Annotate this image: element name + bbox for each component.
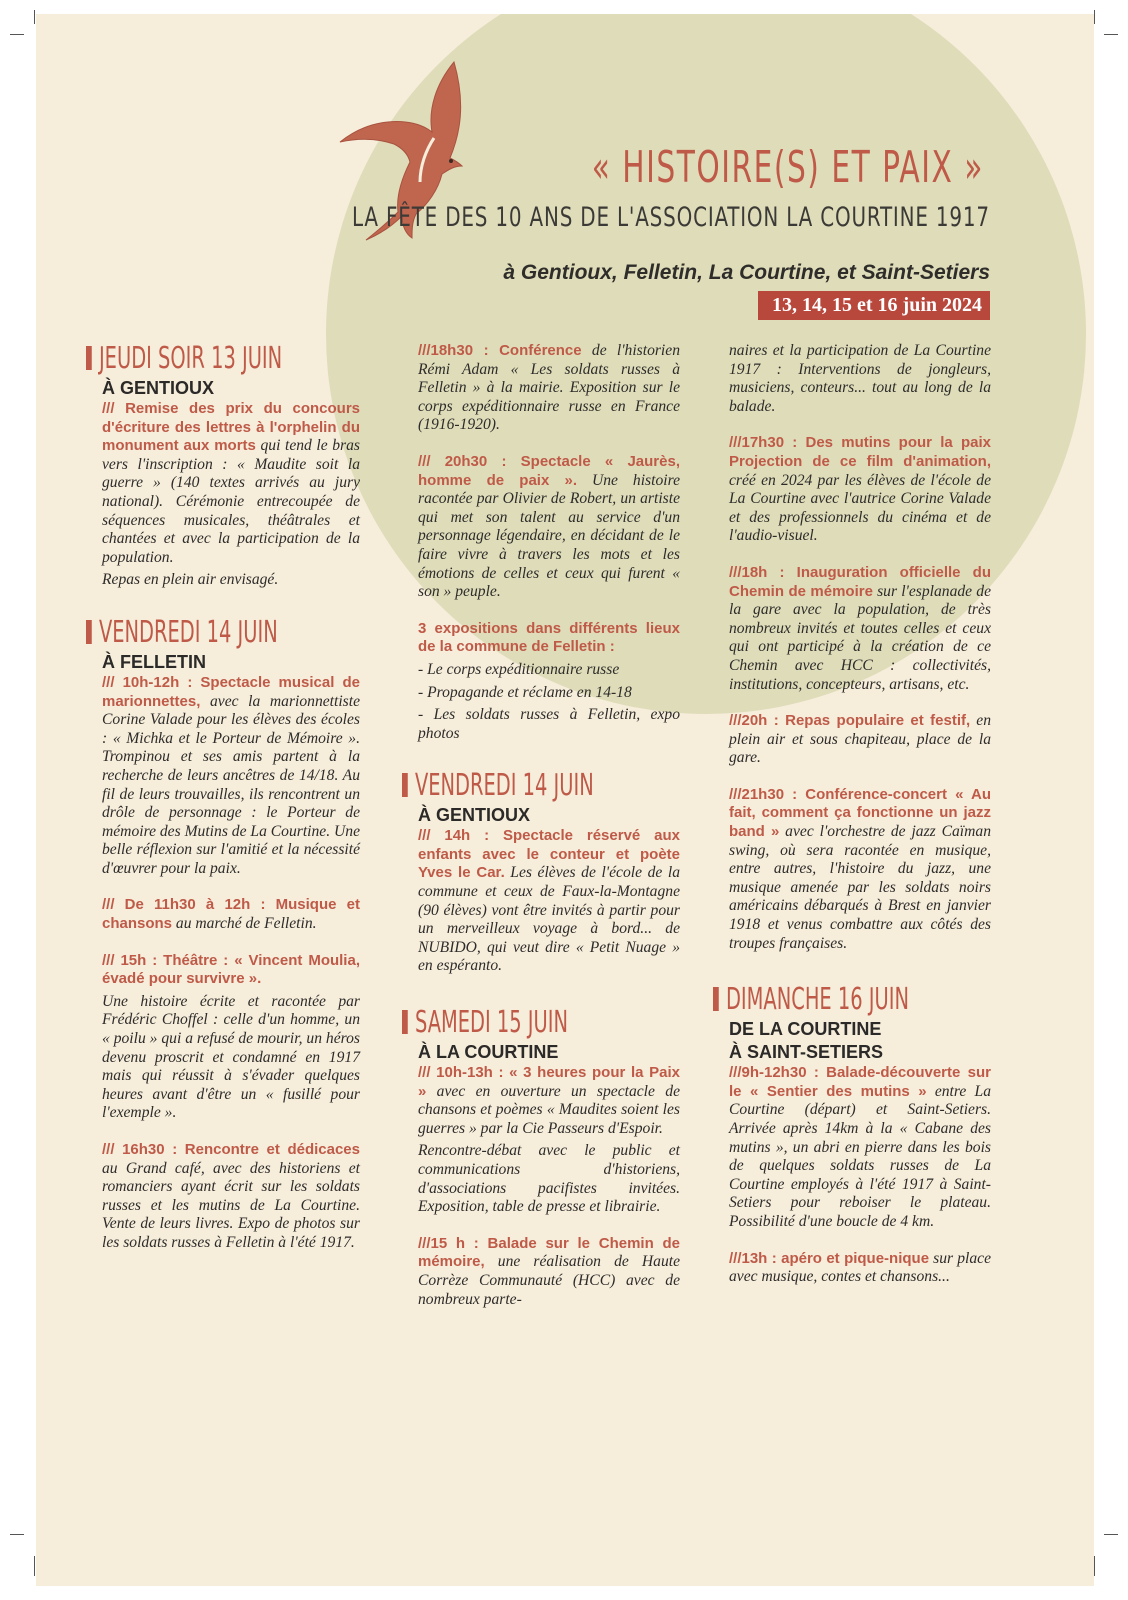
item-text: sur place avec musique, contes et chansons... (729, 1249, 991, 1286)
item-highlight: /// 14h : Spectacle réservé aux enfants avec le conteur et poète Yves le Car. (418, 827, 680, 882)
column-2 (414, 342, 680, 1327)
item-highlight: ///18h : Inauguration officielle du Chemin de mémoire (729, 563, 991, 600)
crop-mark (34, 10, 35, 24)
item-highlight: /// De 11h30 à 12h : Musique et chansons (102, 896, 360, 933)
crop-mark (1094, 1556, 1095, 1576)
day-heading: VENDREDI 14 JUIN (402, 769, 602, 803)
program-item (102, 896, 360, 933)
item-highlight: /// 20h30 : Spectacle « Jaurès, homme de paix ». (418, 452, 680, 489)
item-text: au marché de Felletin. (172, 915, 317, 933)
crop-mark (1104, 34, 1118, 35)
flyer-page (36, 14, 1094, 1586)
crop-mark (34, 1556, 35, 1576)
item-highlight: ///20h : Repas populaire et festif, (729, 712, 971, 730)
item-text: Rencontre-débat avec le public et communications d'historiens, d'associations pacifistes invitées. Exposition, table de presse et librairie. (418, 1142, 680, 1216)
item-highlight: ///15 h : Balade sur le Chemin de mémoire, (418, 1234, 680, 1271)
crop-mark (10, 34, 24, 35)
day-heading: VENDREDI 14 JUIN (86, 616, 283, 650)
item-text: qui tend le bras vers l'inscription : « Maudite soit la guerre » (140 textes arrivés au jury national). Cérémonie entrecoupée de séquences musicales, théâtrales et chantées et avec la participation de la population. (102, 437, 360, 566)
item-text: au Grand café, avec des historiens et romanciers ayant écrit sur les soldats russes et les mutins de La Courtine. Vente de leurs livres. Expo de photos sur les soldats russes à Felletin à l'été 1917. (102, 1159, 360, 1251)
event-dates-banner: 13, 14, 15 et 16 juin 2024 (758, 291, 990, 320)
place-heading: DE LA COURTINE (729, 1019, 882, 1040)
day-heading: SAMEDI 15 JUIN (402, 1006, 602, 1040)
place-heading: À SAINT-SETIERS (729, 1042, 884, 1063)
item-highlight: /// 10h-12h : Spectacle musical de marionnettes, (102, 673, 360, 710)
item-text: sur l'esplanade de la gare avec la population, de très nombreux invités et toutes celles et ceux qui ont participé à la création de ce Chemin avec HCC : collectivités, institutions, concepteurs, artisans, etc. (729, 582, 991, 693)
program-item (102, 674, 360, 879)
crop-mark (1104, 1534, 1118, 1535)
program-item (102, 952, 360, 989)
item-text: avec l'orchestre de jazz Caïman swing, où sera racontée en musique, entre autres, l'histoire du jazz, une musique amenée par les soldats noirs américains débarqués à Brest en janvier 1918 et venus combattre aux côtés des troupes françaises. (729, 823, 991, 952)
item-highlight: ///13h : apéro et pique-nique (729, 1249, 930, 1267)
item-highlight: ///18h30 : Conférence (418, 342, 582, 359)
program-item (418, 1235, 680, 1309)
list-item: - Les soldats russes à Felletin, expo photos (418, 706, 680, 742)
item-highlight: /// 15h : Théâtre : « Vincent Moulia, évadé pour survivre ». (102, 951, 360, 988)
place-heading: À LA COURTINE (418, 1042, 559, 1063)
item-text: avec en ouverture un spectacle de chansons et poèmes « Maudites soient les guerres » par la Cie Passeurs d'Espoir. (418, 1082, 680, 1137)
item-text: Les élèves de l'école de la commune et ceux de Faux-la-Montagne (90 élèves) vont être invités à partir pour un merveilleux voyage à bord... de NUBIDO, qui veut dire « Petit Nuage » en espéranto. (418, 864, 680, 975)
day-heading: JEUDI SOIR 13 JUIN (86, 342, 283, 376)
event-places: à Gentioux, Felletin, La Courtine, et Saint-Setiers (503, 261, 990, 284)
item-highlight: /// Remise des prix du concours d'écriture des lettres à l'orphelin du monument aux morts (102, 400, 360, 455)
program-item (729, 786, 991, 953)
day-heading: DIMANCHE 16 JUIN (713, 983, 913, 1017)
program-item (418, 453, 680, 602)
program-item (418, 1064, 680, 1138)
column-1 (98, 341, 360, 1271)
page-subtitle: LA FÊTE DES 10 ANS DE L'ASSOCIATION LA COURTINE 1917 (352, 202, 990, 233)
program-item (729, 1064, 991, 1231)
column-3 (725, 342, 991, 1305)
program-item (102, 400, 360, 567)
item-text: naires et la participation de La Courtine 1917 : Interventions de jongleurs, musiciens, conteurs... tout au long de la balade. (729, 342, 991, 415)
program-item (418, 827, 680, 976)
exhibitions-list (418, 661, 680, 743)
place-heading: À GENTIOUX (102, 378, 215, 398)
item-text: Une histoire écrite et racontée par Frédéric Choffel : celle d'un homme, un « poilu » qui a refusé de mourir, un héros devenu proscrit et condamné en 1917 mais qui réussit à s'évader quelques heures avant d'être un « fusillé pour l'exemple ». (102, 992, 360, 1122)
place-heading: À GENTIOUX (418, 805, 531, 826)
item-text: Une histoire racontée par Olivier de Robert, un artiste qui met son talent au service d'un personnage légendaire, en décidant de le faire vivre à travers les mots et les émotions de celles et ceux qui furent « son » peuple. (418, 471, 680, 601)
program-item (729, 434, 991, 546)
item-highlight: ///9h-12h30 : Balade-découverte sur le « Sentier des mutins » (729, 1064, 991, 1100)
program-item (102, 1141, 360, 1253)
item-highlight: /// 16h30 : Rencontre et dédicaces (102, 1141, 360, 1158)
program-item (729, 564, 991, 694)
crop-mark (10, 1534, 24, 1535)
exhibitions-heading (418, 620, 680, 657)
item-text: avec la marionnettiste Corine Valade pour les élèves des écoles : « Michka et le Porteur de Mémoire ». Trompinou et ses amis partent à la recherche de leurs ancêtres de 14/18. Au fil de leurs trouvailles, ils rencontrent un drôle de personnage : le Porteur de mémoire des Mutins de La Courtine. Une belle réflexion sur l'amitié et la nécessité d'œuvrer pour la paix. (102, 692, 360, 877)
item-highlight: ///17h30 : Des mutins pour la paix Projection de ce film d'animation, (729, 434, 991, 470)
item-highlight: /// 10h-13h : « 3 heures pour la Paix » (418, 1064, 680, 1100)
program-item (729, 1250, 991, 1287)
crop-mark (1094, 10, 1095, 24)
list-item: - Le corps expéditionnaire russe (418, 660, 620, 678)
item-text: une réalisation de Haute Corrèze Communauté (HCC) avec de nombreux parte- (418, 1253, 680, 1308)
list-item: - Propagande et réclame en 14-18 (418, 683, 632, 701)
item-highlight: ///21h30 : Conférence-concert « Au fait, comment ça fonctionne un jazz band » (729, 785, 991, 841)
place-heading: À FELLETIN (102, 651, 206, 672)
page-title: « HISTOIRE(S) ET PAIX » (591, 142, 984, 193)
program-item (729, 712, 991, 768)
item-text: entre La Courtine (départ) et Saint-Setiers. Arrivée après 14km à la « Cabane des mutins », un abri en pierre dans les bois de quelques soldats russes de La Courtine employés à l'été 1917 à Saint-Setiers pour reboiser le plateau. Possibilité d'une boucle de 4 km. (729, 1082, 991, 1230)
item-text: créé en 2024 par les élèves de l'école de La Courtine avec l'autrice Corine Valade et des professionnels du cinéma et de l'audio-visuel. (729, 471, 991, 545)
program-note: Repas en plein air envisagé. (102, 571, 279, 589)
item-text: en plein air et sous chapiteau, place de la gare. (729, 712, 991, 767)
item-text: de l'historien Rémi Adam « Les soldats russes à Felletin » à la mairie. Exposition sur le corps expéditionnaire russe en France (1916-1920). (418, 342, 680, 434)
item-highlight: 3 expositions dans différents lieux de la commune de Felletin : (418, 619, 680, 656)
program-item (418, 342, 680, 435)
